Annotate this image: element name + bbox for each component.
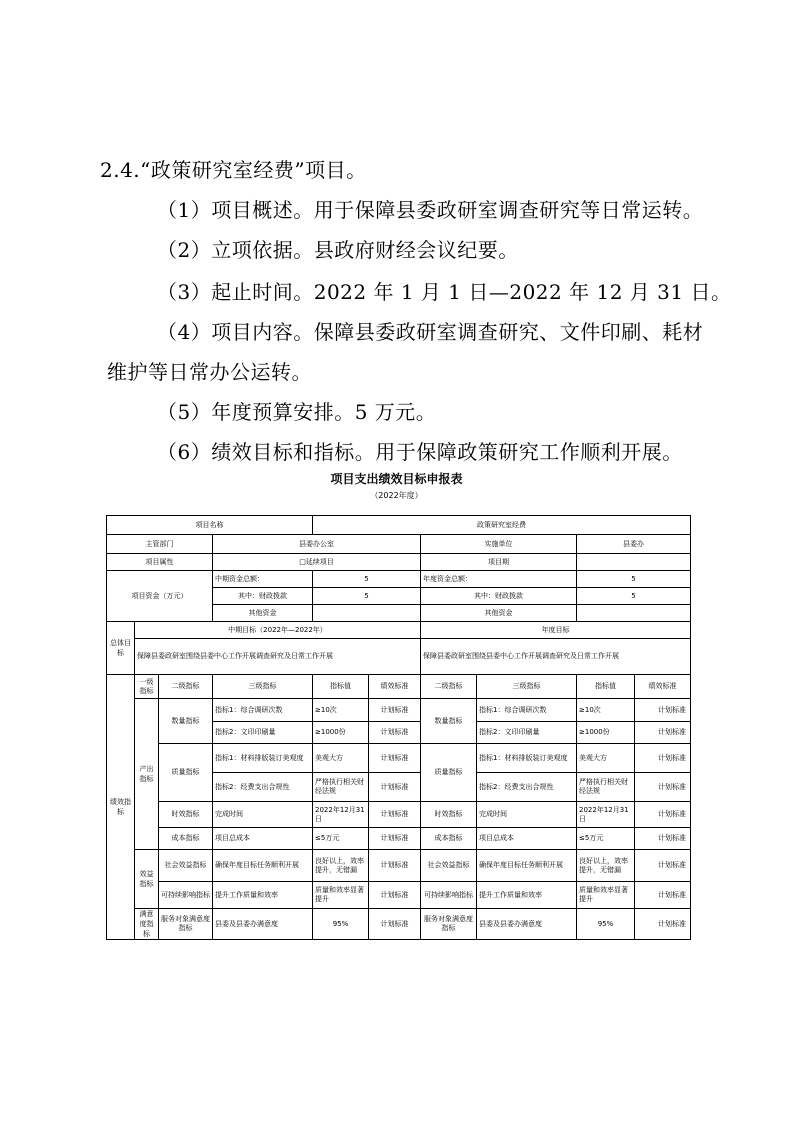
year-value-q2: ≥1000份 [577, 722, 635, 744]
year-value-ql1: 美观大方 [577, 744, 635, 773]
impl: 县委办 [577, 535, 691, 554]
mid-total-label: 中期资金总额： [213, 571, 313, 588]
cost-label-year: 成本指标 [421, 828, 477, 850]
mid-indicator-q1: 指标1：综合调研次数 [213, 699, 313, 722]
year-indicator-t: 完成时间 [477, 802, 577, 828]
header-level2: 二级指标 [159, 675, 213, 699]
social-label-year: 社会效益指标 [421, 850, 477, 882]
service-label: 服务对象满意度指标 [159, 909, 213, 940]
effect-indicator-label: 效益指标 [135, 850, 159, 909]
year-indicator-sat: 县委及县委办满意度 [477, 909, 577, 940]
overall-goal-label: 总体目标 [107, 622, 135, 675]
year-std-q2: 计划标准 [635, 722, 691, 744]
mid-std-q1: 计划标准 [369, 699, 421, 722]
year-value-s2: 质量和效率显著提升 [577, 882, 635, 909]
year-goal: 保障县委政研室围绕县委中心工作开展调查研究及日常工作开展 [421, 639, 691, 675]
header-level1: 一级指标 [135, 675, 159, 699]
year-value-sat: 95% [577, 909, 635, 940]
service-label-year: 服务对象满意度指标 [421, 909, 477, 940]
year-indicator-ql1: 指标1：材料排版装订美观度 [477, 744, 577, 773]
attr: □延续项目 [213, 554, 421, 571]
header-level3: 三级指标 [213, 675, 313, 699]
year-value-t: 2022年12月31日 [577, 802, 635, 828]
mid-indicator-sat: 县委及县委办满意度 [213, 909, 313, 940]
mid-value-sat: 95% [313, 909, 369, 940]
output-indicator-label: 产出指标 [135, 699, 159, 850]
header-value: 指标值 [313, 675, 369, 699]
performance-goal: （6）绩效目标和指标。用于保障政策研究工作顺利开展。 [157, 440, 683, 464]
mid-indicator-ql1: 指标1：材料排版装订美观度 [213, 744, 313, 773]
mid-std-c: 计划标准 [369, 828, 421, 850]
quantity-label-year: 数量指标 [421, 699, 477, 744]
quantity-label: 数量指标 [159, 699, 213, 744]
mid-other [313, 605, 421, 622]
mid-value-q2: ≥1000份 [313, 722, 369, 744]
year-std-ql1: 计划标准 [635, 744, 691, 773]
period-label: 项目期 [421, 554, 577, 571]
mid-std-ql1: 计划标准 [369, 744, 421, 773]
period [577, 554, 691, 571]
table-title: 项目支出绩效目标申报表 [330, 472, 463, 486]
header-standard: 绩效标准 [369, 675, 421, 699]
mid-indicator-ql2: 指标2：经费支出合规性 [213, 773, 313, 802]
mid-value-s1: 良好以上，效率提升，无错漏 [313, 850, 369, 882]
mid-indicator-s1: 确保年度目标任务顺利开展 [213, 850, 313, 882]
year-std-s1: 计划标准 [635, 850, 691, 882]
timeliness-label-year: 时效指标 [421, 802, 477, 828]
mid-std-ql2: 计划标准 [369, 773, 421, 802]
year-std-t: 计划标准 [635, 802, 691, 828]
sustain-label-year: 可持续影响指标 [421, 882, 477, 909]
header-value-year: 指标值 [577, 675, 635, 699]
performance-target-table [106, 515, 691, 940]
mid-value-t: 2022年12月31日 [313, 802, 369, 828]
attr-label: 项目属性 [107, 554, 213, 571]
year-indicator-s1: 确保年度目标任务顺利开展 [477, 850, 577, 882]
sustain-label: 可持续影响指标 [159, 882, 213, 909]
project-overview: （1）项目概述。用于保障县委政研室调查研究等日常运转。 [157, 198, 704, 222]
mid-std-t: 计划标准 [369, 802, 421, 828]
header-level3-year: 三级指标 [477, 675, 577, 699]
table-year: （2022年度） [370, 491, 423, 500]
mid-value-s2: 质量和效率显著提升 [313, 882, 369, 909]
mid-indicator-c: 项目总成本 [213, 828, 313, 850]
year-std-q1: 计划标准 [635, 699, 691, 722]
header-standard-year: 绩效标准 [635, 675, 691, 699]
budget-arrangement: （5）年度预算安排。5 万元。 [157, 400, 437, 424]
year-other-label: 其他资金 [421, 605, 577, 622]
year-value-s1: 良好以上，效率提升，无错漏 [577, 850, 635, 882]
year-indicator-q2: 指标2：文印印刷量 [477, 722, 577, 744]
mid-std-q2: 计划标准 [369, 722, 421, 744]
social-label: 社会效益指标 [159, 850, 213, 882]
year-std-c: 计划标准 [635, 828, 691, 850]
mid-std-sat: 计划标准 [369, 909, 421, 940]
mid-other-label: 其他资金 [213, 605, 313, 622]
year-total-label: 年度资金总额： [421, 571, 577, 588]
year-goal-label: 年度目标 [421, 622, 691, 639]
year-std-s2: 计划标准 [635, 882, 691, 909]
quality-label: 质量指标 [159, 744, 213, 802]
mid-goal: 保障县委政研室围绕县委中心工作开展调查研究及日常工作开展 [135, 639, 421, 675]
year-std-sat: 计划标准 [635, 909, 691, 940]
perf-indicator-label: 绩效指标 [107, 675, 135, 940]
section-heading: 2.4.“政策研究室经费”项目。 [100, 158, 367, 182]
satisfaction-indicator-label: 满意度指标 [135, 909, 159, 940]
year-indicator-q1: 指标1：综合调研次数 [477, 699, 577, 722]
year-value-ql2: 严格执行相关财经法规 [577, 773, 635, 802]
year-value-q1: ≥10次 [577, 699, 635, 722]
mid-value-ql2: 严格执行相关财经法规 [313, 773, 369, 802]
year-total: 5 [577, 571, 691, 588]
mid-std-s2: 计划标准 [369, 882, 421, 909]
year-fiscal-label: 其中：财政拨款 [421, 588, 577, 605]
mid-indicator-s2: 提升工作质量和效率 [213, 882, 313, 909]
mid-goal-label: 中期目标（2022年—2022年） [135, 622, 421, 639]
mid-indicator-q2: 指标2：文印印刷量 [213, 722, 313, 744]
dept-label: 主管部门 [107, 535, 213, 554]
funds-label: 项目资金（万元） [107, 571, 213, 622]
mid-fiscal-label: 其中：财政拨款 [213, 588, 313, 605]
year-other [577, 605, 691, 622]
project-period: （3）起止时间。2022 年 1 月 1 日—2022 年 12 月 31 日。 [157, 280, 732, 304]
mid-value-q1: ≥10次 [313, 699, 369, 722]
year-indicator-c: 项目总成本 [477, 828, 577, 850]
header-level2-year: 二级指标 [421, 675, 477, 699]
mid-std-s1: 计划标准 [369, 850, 421, 882]
project-name: 政策研究室经费 [313, 516, 691, 535]
year-indicator-ql2: 指标2：经费支出合规性 [477, 773, 577, 802]
mid-fiscal: 5 [313, 588, 421, 605]
year-fiscal: 5 [577, 588, 691, 605]
quality-label-year: 质量指标 [421, 744, 477, 802]
dept: 县委办公室 [213, 535, 421, 554]
project-content-cont: 维护等日常办公运转。 [107, 360, 312, 384]
year-indicator-s2: 提升工作质量和效率 [477, 882, 577, 909]
year-std-ql2: 计划标准 [635, 773, 691, 802]
timeliness-label: 时效指标 [159, 802, 213, 828]
project-name-label: 项目名称 [107, 516, 313, 535]
mid-indicator-t: 完成时间 [213, 802, 313, 828]
project-content: （4）项目内容。保障县委政研室调查研究、文件印刷、耗材 [157, 320, 704, 344]
mid-total: 5 [313, 571, 421, 588]
year-value-c: ≤5万元 [577, 828, 635, 850]
project-basis: （2）立项依据。县政府财经会议纪要。 [157, 238, 519, 262]
cost-label: 成本指标 [159, 828, 213, 850]
mid-value-c: ≤5万元 [313, 828, 369, 850]
mid-value-ql1: 美观大方 [313, 744, 369, 773]
impl-label: 实施单位 [421, 535, 577, 554]
